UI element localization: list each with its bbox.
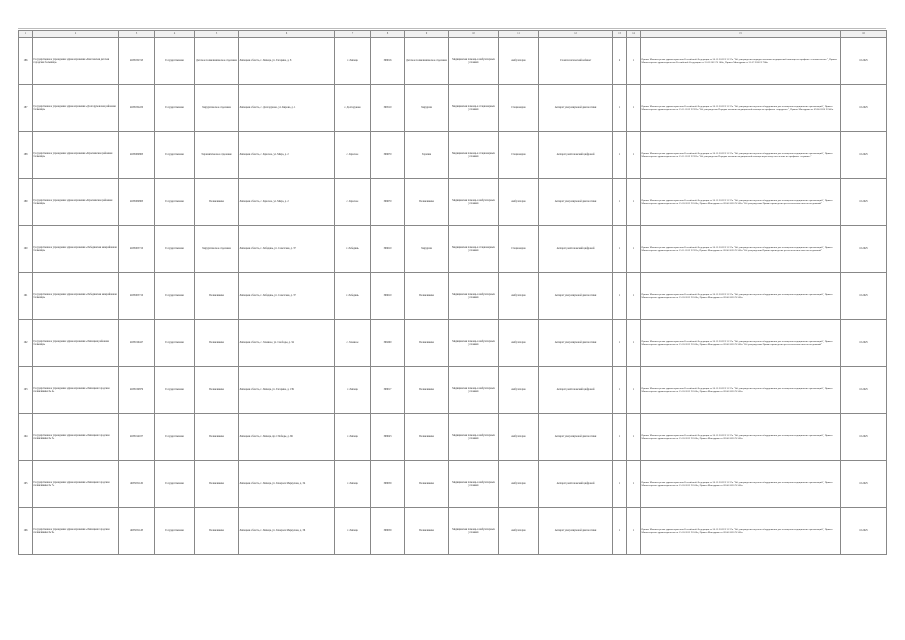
postal-code-cell: 399610 bbox=[371, 273, 405, 320]
table-row bbox=[19, 508, 887, 555]
locality-cell: г. Лебедянь bbox=[335, 273, 371, 320]
department-cell: Поликлиника bbox=[195, 414, 239, 461]
column-number: 2 bbox=[33, 31, 119, 38]
inn-cell: 4633016447 bbox=[119, 320, 155, 367]
care-conditions-cell: Медицинская помощь в амбулаторных условиях bbox=[449, 367, 499, 414]
department-cell: Хирургическое отделение bbox=[195, 85, 239, 132]
department-cell: Поликлиника bbox=[195, 367, 239, 414]
care-form-cell: Амбулаторно bbox=[499, 179, 539, 226]
equipment-cell: Аппарат ультразвуковой диагностики bbox=[539, 320, 613, 367]
column-number: 3 bbox=[119, 31, 155, 38]
table-body bbox=[19, 38, 887, 555]
care-conditions-cell: Медицинская помощь в амбулаторных условиях bbox=[449, 508, 499, 555]
column-number: 11 bbox=[499, 31, 539, 38]
data-table bbox=[18, 30, 887, 555]
column-number: 14 bbox=[627, 31, 641, 38]
table-row bbox=[19, 179, 887, 226]
care-conditions-cell: Медицинская помощь в амбулаторных условиях bbox=[449, 273, 499, 320]
care-form-cell: Амбулаторно bbox=[499, 461, 539, 508]
table-row bbox=[19, 414, 887, 461]
quantity-2-cell: 1 bbox=[627, 320, 641, 367]
table-row bbox=[19, 38, 887, 85]
row-number-cell: 196 bbox=[19, 508, 33, 555]
regulatory-documents-cell: Приказ Министерства здравоохранения Российской Федерации от 30.12.2019 N 1137н "Об утверждении перечня оборудования для оснащения медицинских организаций", Приказ Министерства здравоохранения от 15.03.2012 N 168н, Приказ Минздрава от 09.06.2020 N 560н bbox=[641, 367, 841, 414]
department-cell: Терапевтическое отделение bbox=[195, 132, 239, 179]
quantity-1-cell: 1 bbox=[613, 179, 627, 226]
column-number: 12 bbox=[539, 31, 613, 38]
regulatory-documents-cell: Приказ Министерства здравоохранения Российской Федерации от 30.12.2019 N 1137н "Об утверждении перечня оборудования для оснащения медицинских организаций", Приказ Министерства здравоохранения от 15.03.2012 N 168н, Приказ Минздрава от 09.06.2020 N 560н "Об утверждении Правил проведения рентгенологических исследований" bbox=[641, 320, 841, 367]
regulatory-documents-cell: Приказ Министерства здравоохранения Российской Федерации от 30.12.2019 N 1137н "Об утверждении перечня оборудования для оснащения медицинских организаций", Приказ Министерства здравоохранения от 15.03.2012 N 168н, Приказ Минздрава от 09.06.2020 N 560н bbox=[641, 461, 841, 508]
organization-name-cell: Государственное учреждение здравоохранения «Краснинская районная больница» bbox=[33, 179, 119, 226]
quantity-2-cell: 1 bbox=[627, 367, 641, 414]
care-conditions-cell: Медицинская помощь в амбулаторных условиях bbox=[449, 179, 499, 226]
postal-code-cell: 399260 bbox=[371, 320, 405, 367]
equipment-cell: Аппарат рентгеновский цифровой bbox=[539, 132, 613, 179]
quantity-2-cell: 1 bbox=[627, 38, 641, 85]
deadline-cell: 10.2025 bbox=[841, 461, 887, 508]
regulatory-documents-cell: Приказ Министерства здравоохранения Российской Федерации от 30.12.2019 N 1137н "Об утверждении перечня оборудования для оснащения медицинских организаций", Приказ Министерства здравоохранения от 15.11.2012 N 922н, Приказ Минздрава от 09.06.2020 N 560н "Об утверждении Правил проведения рентгенологических исследований" bbox=[641, 226, 841, 273]
care-conditions-cell: Медицинская помощь в амбулаторных условиях bbox=[449, 461, 499, 508]
profile-cell: Поликлиника bbox=[405, 508, 449, 555]
address-cell: Липецкая область, с. Красное, ул. Мира, д. 2 bbox=[239, 179, 335, 226]
quantity-1-cell: 1 bbox=[613, 461, 627, 508]
deadline-cell: 10.2025 bbox=[841, 226, 887, 273]
quantity-2-cell: 1 bbox=[627, 226, 641, 273]
care-form-cell: Амбулаторно bbox=[499, 320, 539, 367]
ownership-type-cell: Государственная bbox=[155, 414, 195, 461]
equipment-cell: Стоматологический кабинет bbox=[539, 38, 613, 85]
locality-cell: г. Липецк bbox=[335, 508, 371, 555]
care-form-cell: Амбулаторно bbox=[499, 414, 539, 461]
quantity-2-cell: 1 bbox=[627, 461, 641, 508]
inn-cell: 4633031128 bbox=[119, 508, 155, 555]
organization-name-cell: Государственное учреждение здравоохранения «Краснинская районная больница» bbox=[33, 132, 119, 179]
profile-cell: Поликлиника bbox=[405, 320, 449, 367]
quantity-2-cell: 1 bbox=[627, 273, 641, 320]
locality-cell: г. Липецк bbox=[335, 461, 371, 508]
locality-cell: г. Липецк bbox=[335, 38, 371, 85]
inn-cell: 4633005710 bbox=[119, 273, 155, 320]
quantity-2-cell: 1 bbox=[627, 132, 641, 179]
locality-cell: г. Лебедянь bbox=[335, 226, 371, 273]
ownership-type-cell: Государственная bbox=[155, 320, 195, 367]
equipment-cell: Аппарат ультразвуковой диагностики bbox=[539, 273, 613, 320]
address-cell: Липецкая область, г. Липецк, пр-т Победы, д. 69 bbox=[239, 414, 335, 461]
locality-cell: с. Красное bbox=[335, 179, 371, 226]
quantity-2-cell: 1 bbox=[627, 508, 641, 555]
quantity-1-cell: 1 bbox=[613, 85, 627, 132]
quantity-1-cell: 1 bbox=[613, 132, 627, 179]
sheet-top-margin bbox=[18, 18, 886, 29]
column-number: 15 bbox=[641, 31, 841, 38]
row-number-cell: 195 bbox=[19, 461, 33, 508]
deadline-cell: 10.2025 bbox=[841, 85, 887, 132]
inn-cell: 4633005710 bbox=[119, 226, 155, 273]
row-number-cell: 190 bbox=[19, 226, 33, 273]
column-number: 6 bbox=[239, 31, 335, 38]
ownership-type-cell: Государственная bbox=[155, 367, 195, 414]
care-conditions-cell: Медицинская помощь в амбулаторных условиях bbox=[449, 38, 499, 85]
organization-name-cell: Государственное учреждение здравоохранения «Липецкая городская поликлиника № 7» bbox=[33, 461, 119, 508]
organization-name-cell: Государственное учреждение здравоохранения «Лебедянская межрайонная больница» bbox=[33, 226, 119, 273]
regulatory-documents-cell: Приказ Министерства здравоохранения Российской Федерации от 30.12.2019 N 1137н "Об утверждении перечня оборудования для оснащения медицинских организаций", Приказ Министерства здравоохранения от 15.03.2012 N 168н, Приказ Минздрава от 09.06.2020 N 560н "Об утверждении Правил проведения рентгенологических исследований" bbox=[641, 179, 841, 226]
department-cell: Детское поликлиническое отделение bbox=[195, 38, 239, 85]
deadline-cell: 10.2025 bbox=[841, 320, 887, 367]
postal-code-cell: 398016 bbox=[371, 38, 405, 85]
quantity-2-cell: 1 bbox=[627, 414, 641, 461]
deadline-cell: 10.2025 bbox=[841, 414, 887, 461]
postal-code-cell: 399670 bbox=[371, 179, 405, 226]
regulatory-documents-cell: Приказ Министерства здравоохранения Российской Федерации от 30.12.2019 N 1137н "Об утверждении перечня оборудования для оснащения медицинских организаций", Приказ Министерства здравоохранения от 15.03.2012 N 168н, Приказ Минздрава от 09.06.2020 N 560н bbox=[641, 508, 841, 555]
ownership-type-cell: Государственная bbox=[155, 179, 195, 226]
care-conditions-cell: Медицинская помощь в амбулаторных условиях bbox=[449, 414, 499, 461]
postal-code-cell: 398059 bbox=[371, 461, 405, 508]
postal-code-cell: 398043 bbox=[371, 414, 405, 461]
table-row bbox=[19, 320, 887, 367]
postal-code-cell: 398059 bbox=[371, 508, 405, 555]
profile-cell: Детское поликлиническое отделение bbox=[405, 38, 449, 85]
inn-cell: 4633014187 bbox=[119, 414, 155, 461]
spreadsheet bbox=[18, 30, 886, 555]
care-conditions-cell: Медицинская помощь в амбулаторных условиях bbox=[449, 320, 499, 367]
column-number: 16 bbox=[841, 31, 887, 38]
inn-cell: 4633032743 bbox=[119, 38, 155, 85]
table-row bbox=[19, 461, 887, 508]
inn-cell: 4633032220 bbox=[119, 85, 155, 132]
deadline-cell: 10.2025 bbox=[841, 179, 887, 226]
table-row bbox=[19, 85, 887, 132]
row-number-cell: 188 bbox=[19, 132, 33, 179]
quantity-2-cell: 1 bbox=[627, 85, 641, 132]
address-cell: Липецкая область, г. Лебедянь, ул. Советская, д. 37 bbox=[239, 226, 335, 273]
deadline-cell: 10.2025 bbox=[841, 38, 887, 85]
organization-name-cell: Государственное учреждение здравоохранения «Кисловская детская городская больница» bbox=[33, 38, 119, 85]
equipment-cell: Аппарат рентгеновский цифровой bbox=[539, 367, 613, 414]
locality-cell: г. Липецк bbox=[335, 414, 371, 461]
row-number-cell: 194 bbox=[19, 414, 33, 461]
inn-cell: 4633031126 bbox=[119, 461, 155, 508]
deadline-cell: 10.2025 bbox=[841, 508, 887, 555]
profile-cell: Поликлиника bbox=[405, 179, 449, 226]
ownership-type-cell: Государственная bbox=[155, 461, 195, 508]
column-number: 8 bbox=[371, 31, 405, 38]
locality-cell: г. Липецк bbox=[335, 367, 371, 414]
locality-cell: с. Красное bbox=[335, 132, 371, 179]
department-cell: Поликлиника bbox=[195, 273, 239, 320]
address-cell: Липецкая область, г. Липецк, ул. Гагарина, д. 139 bbox=[239, 367, 335, 414]
equipment-cell: Аппарат ультразвуковой диагностики bbox=[539, 85, 613, 132]
equipment-cell: Аппарат ультразвуковой диагностики bbox=[539, 179, 613, 226]
postal-code-cell: 399610 bbox=[371, 226, 405, 273]
care-conditions-cell: Медицинская помощь в стационарных условиях bbox=[449, 85, 499, 132]
organization-name-cell: Государственное учреждение здравоохранения «Лебедянская межрайонная больница» bbox=[33, 273, 119, 320]
ownership-type-cell: Государственная bbox=[155, 132, 195, 179]
regulatory-documents-cell: Приказ Министерства здравоохранения Российской Федерации от 30.12.2019 N 1137н "Об утверждении перечня оборудования для оснащения медицинских организаций", Приказ Министерства здравоохранения от 15.11.2012 N 923н "Об утверждении Порядка оказания медицинской помощи взрослому населению по профилю «терапия»" bbox=[641, 132, 841, 179]
quantity-2-cell: 1 bbox=[627, 179, 641, 226]
care-form-cell: Стационарно bbox=[499, 132, 539, 179]
row-number-cell: 187 bbox=[19, 85, 33, 132]
department-cell: Поликлиника bbox=[195, 508, 239, 555]
profile-cell: Поликлиника bbox=[405, 367, 449, 414]
row-number-cell: 193 bbox=[19, 367, 33, 414]
quantity-1-cell: 2 bbox=[613, 38, 627, 85]
column-number-row bbox=[19, 31, 887, 38]
quantity-1-cell: 1 bbox=[613, 226, 627, 273]
postal-code-cell: 399670 bbox=[371, 132, 405, 179]
department-cell: Хирургическое отделение bbox=[195, 226, 239, 273]
equipment-cell: Аппарат ультразвуковой диагностики bbox=[539, 508, 613, 555]
locality-cell: с. Долгоруково bbox=[335, 85, 371, 132]
deadline-cell: 10.2025 bbox=[841, 132, 887, 179]
regulatory-documents-cell: Приказ Министерства здравоохранения Российской Федерации от 30.12.2019 N 1137н "Об утверждении перечня оборудования для оснащения медицинских организаций", Приказ Министерства здравоохранения от 15.03.2012 N 168н, Приказ Минздрава от 09.06.2020 N 560н bbox=[641, 273, 841, 320]
profile-cell: Хирургия bbox=[405, 85, 449, 132]
row-number-cell: 189 bbox=[19, 179, 33, 226]
equipment-cell: Аппарат ультразвуковой диагностики bbox=[539, 414, 613, 461]
address-cell: Липецкая область, с. Долгоруково, ул. Кирова, д. 1 bbox=[239, 85, 335, 132]
organization-name-cell: Государственное учреждение здравоохранения «Липецкая городская поликлиника № 9» bbox=[33, 508, 119, 555]
care-form-cell: Стационарно bbox=[499, 226, 539, 273]
ownership-type-cell: Государственная bbox=[155, 85, 195, 132]
column-number: 4 bbox=[155, 31, 195, 38]
column-number: 13 bbox=[613, 31, 627, 38]
column-number: 1 bbox=[19, 31, 33, 38]
department-cell: Поликлиника bbox=[195, 320, 239, 367]
profile-cell: Хирургия bbox=[405, 226, 449, 273]
care-form-cell: Амбулаторно bbox=[499, 508, 539, 555]
postal-code-cell: 398017 bbox=[371, 367, 405, 414]
organization-name-cell: Государственное учреждение здравоохранения «Липецкая городская поликлиника № 4» bbox=[33, 367, 119, 414]
care-form-cell: Амбулаторно bbox=[499, 38, 539, 85]
deadline-cell: 10.2025 bbox=[841, 273, 887, 320]
table-row bbox=[19, 273, 887, 320]
ownership-type-cell: Государственная bbox=[155, 38, 195, 85]
ownership-type-cell: Государственная bbox=[155, 226, 195, 273]
profile-cell: Поликлиника bbox=[405, 273, 449, 320]
quantity-1-cell: 1 bbox=[613, 273, 627, 320]
regulatory-documents-cell: Приказ Министерства здравоохранения Российской Федерации от 30.12.2019 N 1137н "Об утверждении перечня оборудования для оснащения медицинских организаций", Приказ Министерства здравоохранения от 15.03.2012 N 168н, Приказ Минздрава от 09.06.2020 N 560н bbox=[641, 414, 841, 461]
care-form-cell: Амбулаторно bbox=[499, 273, 539, 320]
row-number-cell: 191 bbox=[19, 273, 33, 320]
organization-name-cell: Государственное учреждение здравоохранения «Липецкая городская поликлиника № 5» bbox=[33, 414, 119, 461]
postal-code-cell: 399510 bbox=[371, 85, 405, 132]
equipment-cell: Аппарат рентгеновский цифровой bbox=[539, 226, 613, 273]
row-number-cell: 186 bbox=[19, 38, 33, 85]
column-number: 7 bbox=[335, 31, 371, 38]
regulatory-documents-cell: Приказ Министерства здравоохранения Российской Федерации от 30.12.2019 N 1137н "Об утверждении порядка оказания медицинской помощи по профилю «стоматология»", Приказ Министерства здравоохранения Российской Федерации от 15.03.2012 N 168н, Приказ Минздрава от 31.07.2020 N 786н bbox=[641, 38, 841, 85]
care-conditions-cell: Медицинская помощь в стационарных условиях bbox=[449, 226, 499, 273]
column-number: 5 bbox=[195, 31, 239, 38]
table-row bbox=[19, 367, 887, 414]
care-form-cell: Стационарно bbox=[499, 85, 539, 132]
profile-cell: Поликлиника bbox=[405, 414, 449, 461]
quantity-1-cell: 1 bbox=[613, 320, 627, 367]
address-cell: Липецкая область, с. Хлевное, ул. Свободы, д. 34 bbox=[239, 320, 335, 367]
profile-cell: Поликлиника bbox=[405, 461, 449, 508]
table-row bbox=[19, 226, 887, 273]
ownership-type-cell: Государственная bbox=[155, 273, 195, 320]
profile-cell: Терапия bbox=[405, 132, 449, 179]
inn-cell: 4633009883 bbox=[119, 132, 155, 179]
inn-cell: 4633009883 bbox=[119, 179, 155, 226]
column-number: 10 bbox=[449, 31, 499, 38]
quantity-1-cell: 1 bbox=[613, 414, 627, 461]
organization-name-cell: Государственное учреждение здравоохранения «Долгоруковская районная больница» bbox=[33, 85, 119, 132]
ownership-type-cell: Государственная bbox=[155, 508, 195, 555]
address-cell: Липецкая область, с. Красное, ул. Мира, д. 2 bbox=[239, 132, 335, 179]
table-row bbox=[19, 132, 887, 179]
address-cell: Липецкая область, г. Липецк, ул. Генерала Меркулова, д. 34 bbox=[239, 461, 335, 508]
department-cell: Поликлиника bbox=[195, 179, 239, 226]
care-conditions-cell: Медицинская помощь в стационарных условиях bbox=[449, 132, 499, 179]
locality-cell: с. Хлевное bbox=[335, 320, 371, 367]
department-cell: Поликлиника bbox=[195, 461, 239, 508]
column-number: 9 bbox=[405, 31, 449, 38]
address-cell: Липецкая область, г. Лебедянь, ул. Советская, д. 37 bbox=[239, 273, 335, 320]
address-cell: Липецкая область, г. Липецк, ул. Генерала Меркулова, д. 36 bbox=[239, 508, 335, 555]
address-cell: Липецкая область, г. Липецк, ул. Гагарина, д. 8 bbox=[239, 38, 335, 85]
quantity-1-cell: 1 bbox=[613, 508, 627, 555]
inn-cell: 4633019879 bbox=[119, 367, 155, 414]
organization-name-cell: Государственное учреждение здравоохранения «Липецкая районная больница» bbox=[33, 320, 119, 367]
deadline-cell: 10.2025 bbox=[841, 367, 887, 414]
equipment-cell: Аппарат рентгеновский цифровой bbox=[539, 461, 613, 508]
row-number-cell: 192 bbox=[19, 320, 33, 367]
quantity-1-cell: 1 bbox=[613, 367, 627, 414]
regulatory-documents-cell: Приказ Министерства здравоохранения Российской Федерации от 30.12.2019 N 1137н "Об утверждении перечня оборудования для оснащения медицинских организаций", Приказ Министерства здравоохранения от 15.11.2012 N 922н "Об утверждении Порядка оказания медицинской помощи по профилю «хирургия»", Приказ Минздрава от 09.06.2020 N 560н bbox=[641, 85, 841, 132]
care-form-cell: Амбулаторно bbox=[499, 367, 539, 414]
